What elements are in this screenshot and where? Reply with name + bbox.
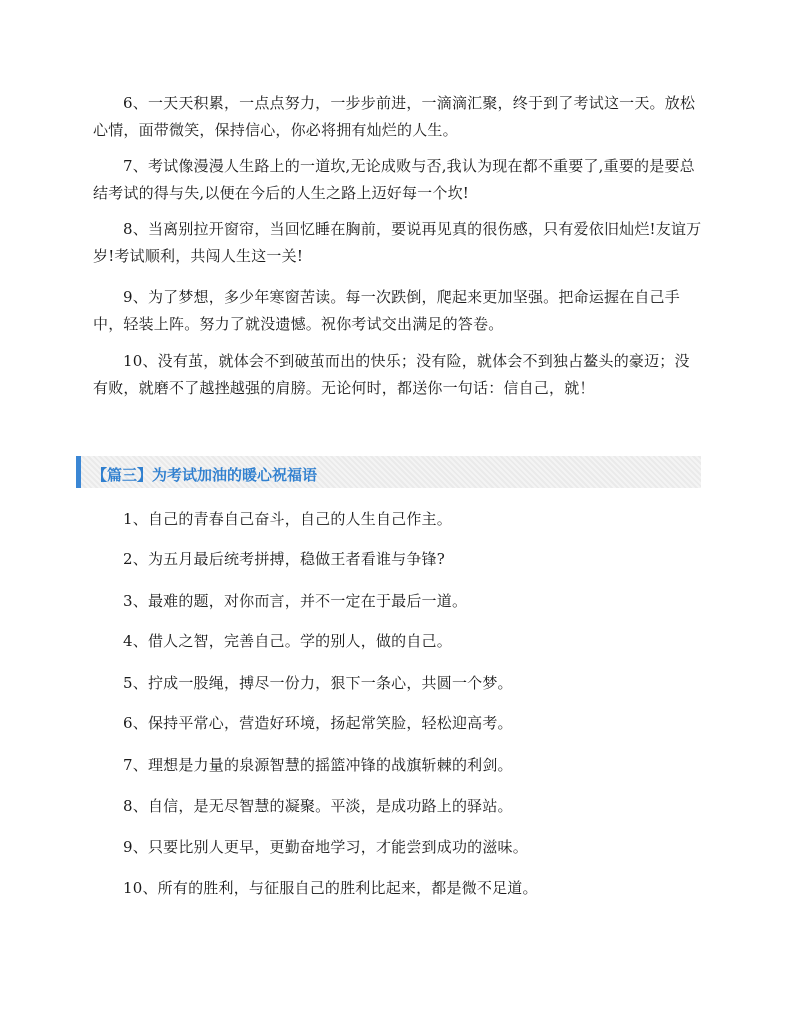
paragraph-9: 9、为了梦想，多少年寒窗苦读。每一次跌倒，爬起来更加坚强。把命运握在自己手中，轻装上阵。努力了就没遗憾。祝你考试交出满足的答卷。 bbox=[93, 288, 680, 333]
paragraph-7: 7、考试像漫漫人生路上的一道坎,无论成败与否,我认为现在都不重要了,重要的是要总结考试的得与失,以便在今后的人生之路上迈好每一个坎! bbox=[93, 157, 695, 202]
list-item: 10、所有的胜利，与征服自己的胜利比起来，都是微不足道。 bbox=[123, 879, 538, 897]
paragraph-6: 6、一天天积累，一点点努力，一步步前进，一滴滴汇聚，终于到了考试这一天。放松心情，面带微笑，保持信心，你必将拥有灿烂的人生。 bbox=[93, 94, 696, 139]
list-item: 9、只要比别人更早，更勤奋地学习，才能尝到成功的滋味。 bbox=[123, 838, 528, 856]
paragraph-8: 8、当离别拉开窗帘，当回忆睡在胸前，要说再见真的很伤感，只有爱依旧灿烂!友谊万岁!考试顺利，共闯人生这一关! bbox=[93, 220, 702, 265]
list-item: 6、保持平常心，营造好环境，扬起常笑脸，轻松迎高考。 bbox=[123, 714, 513, 732]
list-item: 4、借人之智，完善自己。学的别人，做的自己。 bbox=[123, 632, 452, 650]
section-accent-bar bbox=[76, 456, 81, 488]
list-item: 8、自信，是无尽智慧的凝聚。平淡，是成功路上的驿站。 bbox=[123, 797, 513, 815]
list-item: 7、理想是力量的泉源智慧的摇篮冲锋的战旗斩棘的利剑。 bbox=[123, 756, 513, 774]
list-item: 1、自己的青春自己奋斗，自己的人生自己作主。 bbox=[123, 510, 452, 528]
list-item: 3、最难的题，对你而言，并不一定在于最后一道。 bbox=[123, 592, 468, 610]
section-title: 【篇三】为考试加油的暖心祝福语 bbox=[92, 466, 318, 484]
section-header bbox=[76, 456, 701, 488]
list-item: 2、为五月最后统考拼搏，稳做王者看谁与争锋? bbox=[123, 550, 445, 568]
list-item: 5、拧成一股绳，搏尽一份力，狠下一条心，共圆一个梦。 bbox=[123, 674, 513, 692]
paragraph-10: 10、没有茧，就体会不到破茧而出的快乐；没有险，就体会不到独占鳌头的豪迈；没有败，就磨不了越挫越强的肩膀。无论何时，都送你一句话：信自己，就！ bbox=[93, 352, 690, 397]
